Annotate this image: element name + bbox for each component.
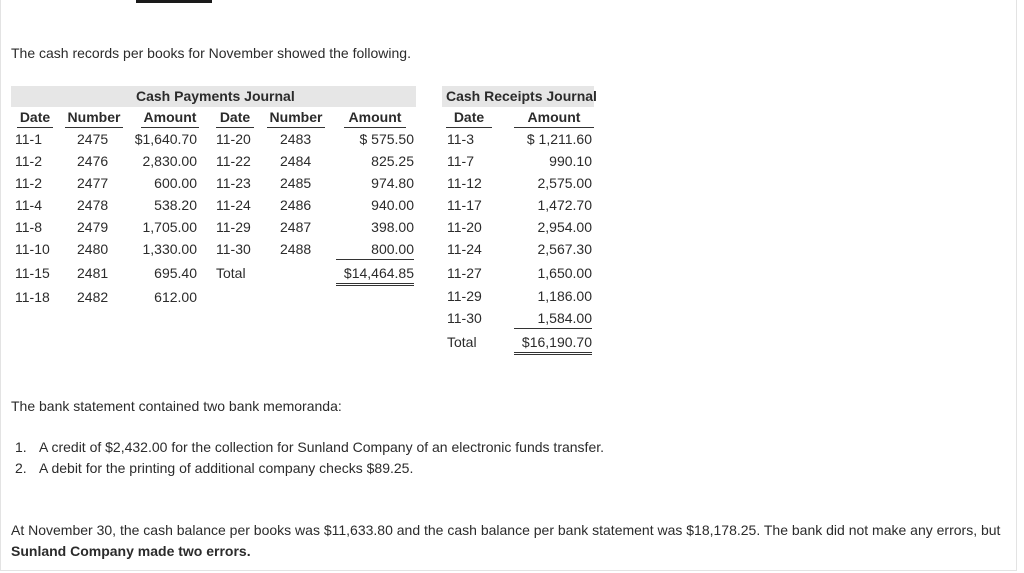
pay-left-date: 11-18	[15, 289, 50, 305]
rec-amount: 2,567.30	[537, 241, 592, 257]
rec-date: 11-29	[447, 288, 482, 304]
pay-header-amount-2: Amount	[344, 107, 406, 128]
pay-right-amount: 825.25	[371, 153, 414, 169]
pay-left-amount: $1,640.70	[134, 131, 197, 147]
pay-left-number: 2479	[77, 219, 109, 235]
pay-right-date: 11-30	[216, 241, 251, 257]
pay-right-number: 2485	[280, 175, 312, 191]
pay-right-number: 2486	[280, 197, 312, 213]
rec-date: 11-30	[447, 310, 482, 326]
pay-left-number: 2476	[77, 153, 109, 169]
memo-intro-text: The bank statement contained two bank memoranda:	[11, 398, 342, 414]
rec-date: 11-27	[447, 265, 482, 281]
pay-right-amount: 940.00	[371, 197, 414, 213]
footer-paragraph	[11, 520, 1001, 562]
pay-left-amount: 600.00	[154, 175, 197, 191]
rec-date: 11-20	[447, 219, 482, 235]
rec-total-label: Total	[447, 334, 477, 350]
pay-right-date: 11-22	[216, 153, 251, 169]
pay-left-date: 11-2	[15, 153, 42, 169]
pay-right-number: 2483	[280, 131, 312, 147]
pay-left-number: 2478	[77, 197, 109, 213]
pay-header-amount-1: Amount	[141, 107, 199, 128]
rec-amount: 1,472.70	[537, 197, 592, 213]
pay-left-date: 11-15	[15, 265, 50, 281]
pay-right-date: 11-29	[216, 219, 251, 235]
rec-date: 11-17	[447, 197, 482, 213]
rec-amount: $ 1,211.60	[526, 131, 592, 147]
list-item	[11, 437, 604, 458]
rec-amount: 2,575.00	[537, 175, 592, 191]
footer-bold-text: Sunland Company made two errors.	[11, 543, 251, 559]
pay-total-amount: $14,464.85	[336, 263, 414, 286]
pay-right-number: 2484	[280, 153, 312, 169]
list-number: 2.	[15, 460, 27, 476]
rec-amount: 2,954.00	[537, 219, 592, 235]
memo-text: A credit of $2,432.00 for the collection for Sunland Company of an electronic funds transfer.	[39, 439, 605, 455]
pay-left-amount: 1,330.00	[142, 241, 197, 257]
rec-date: 11-12	[447, 175, 482, 191]
rec-amount: 1,650.00	[537, 265, 592, 281]
payments-title: Cash Payments Journal	[136, 88, 295, 104]
pay-right-amount: 974.80	[371, 175, 414, 191]
rec-date: 11-24	[447, 241, 482, 257]
top-bar-fragment	[136, 0, 212, 3]
footer-text: At November 30, the cash balance per books was $11,633.80 and the cash balance per bank statement was $18,178.25. The bank did not make any errors, but	[11, 522, 1001, 538]
pay-left-date: 11-10	[15, 241, 50, 257]
rec-amount: 1,186.00	[537, 288, 592, 304]
memo-text: A debit for the printing of additional company checks $89.25.	[39, 460, 414, 476]
pay-header-date-1: Date	[17, 107, 53, 128]
pay-header-number-1: Number	[65, 107, 123, 128]
pay-left-date: 11-2	[15, 175, 42, 191]
pay-left-date: 11-1	[15, 131, 42, 147]
pay-right-number: 2487	[280, 219, 312, 235]
rec-total-amount: $16,190.70	[514, 332, 592, 355]
pay-left-number: 2475	[77, 131, 109, 147]
rec-amount: 990.10	[549, 153, 592, 169]
pay-right-number: 2488	[280, 241, 312, 257]
intro-text: The cash records per books for November showed the following.	[11, 45, 411, 61]
rec-amount: 1,584.00	[514, 308, 592, 329]
pay-right-date: 11-20	[216, 131, 251, 147]
pay-header-number-2: Number	[267, 107, 325, 128]
pay-left-date: 11-8	[15, 219, 42, 235]
pay-header-date-2: Date	[216, 107, 254, 128]
memo-list	[11, 437, 604, 479]
pay-left-number: 2482	[77, 289, 109, 305]
receipts-title: Cash Receipts Journal	[446, 88, 597, 104]
pay-right-amount: $ 575.50	[359, 131, 414, 147]
rec-header-amount: Amount	[514, 107, 594, 128]
pay-left-amount: 695.40	[154, 265, 197, 281]
pay-right-date: 11-23	[216, 175, 251, 191]
pay-total-label: Total	[216, 265, 246, 281]
pay-right-amount: 800.00	[336, 239, 414, 260]
pay-left-amount: 2,830.00	[142, 153, 197, 169]
rec-header-date: Date	[446, 107, 492, 128]
pay-left-number: 2480	[77, 241, 109, 257]
list-item	[11, 458, 604, 479]
list-number: 1.	[15, 439, 27, 455]
pay-left-amount: 1,705.00	[142, 219, 197, 235]
pay-left-number: 2481	[77, 265, 109, 281]
pay-left-date: 11-4	[15, 197, 42, 213]
rec-date: 11-3	[447, 131, 474, 147]
pay-right-date: 11-24	[216, 197, 251, 213]
rec-date: 11-7	[447, 153, 474, 169]
pay-right-amount: 398.00	[371, 219, 414, 235]
pay-left-amount: 538.20	[154, 197, 197, 213]
pay-left-amount: 612.00	[154, 289, 197, 305]
pay-left-number: 2477	[77, 175, 109, 191]
